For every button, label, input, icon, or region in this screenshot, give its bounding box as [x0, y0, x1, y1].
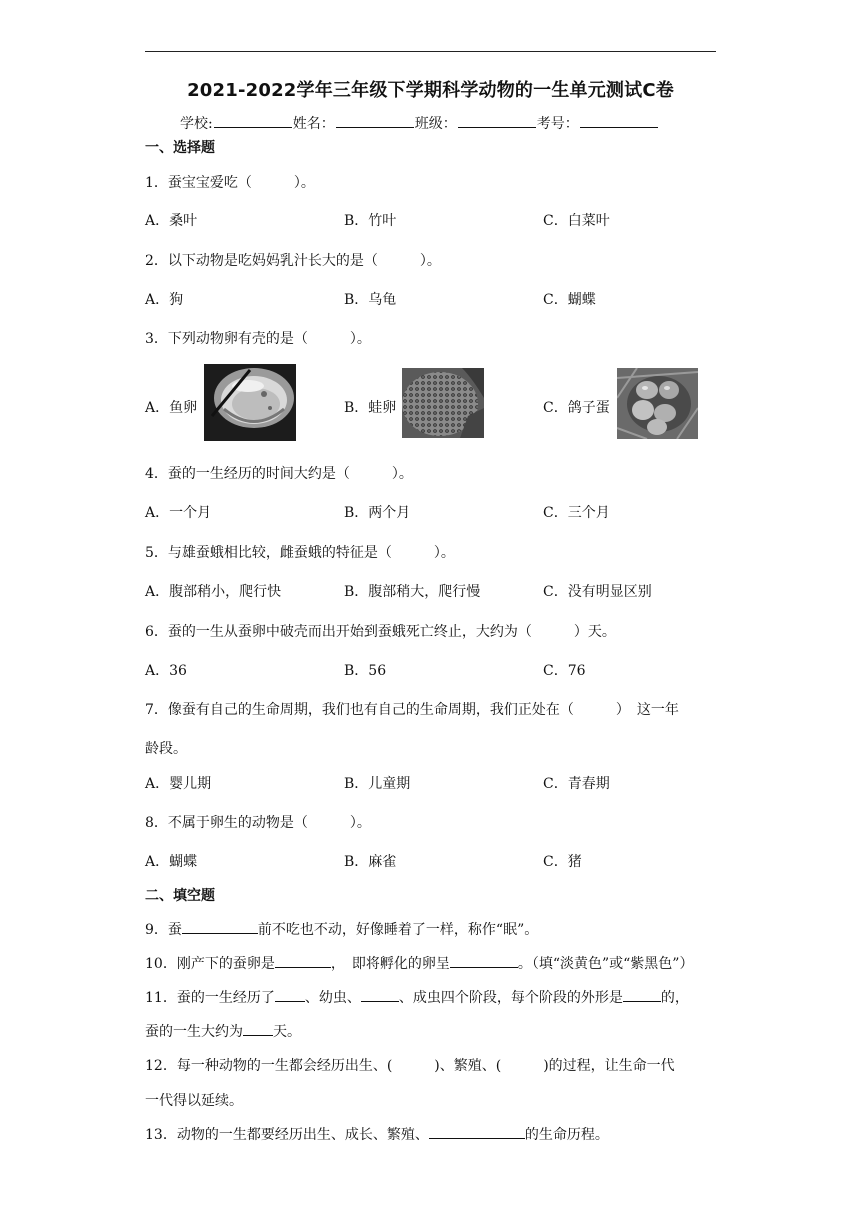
question-stem: 5．与雄蚕蛾相比较，雌蚕蛾的特征是（ ）。 [145, 545, 455, 561]
fill-question-11-continued [145, 1021, 301, 1041]
exam-no-blank[interactable] [580, 114, 658, 128]
option-b[interactable]: B．两个月 [344, 505, 411, 521]
text-segment: 的生命历程。 [524, 1127, 609, 1143]
question-stem: 8．不属于卵生的动物是（ ）。 [145, 815, 371, 831]
option-c[interactable]: C．白菜叶 [543, 213, 610, 229]
option-c[interactable]: C．没有明显区别 [543, 584, 652, 600]
answer-blank[interactable] [450, 954, 518, 968]
option-b[interactable]: B．乌龟 [344, 292, 397, 308]
option-a[interactable]: A．腹部稍小，爬行快 [145, 584, 282, 600]
fish-egg-photo [204, 364, 296, 441]
section-choice-heading: 一、选择题 [145, 140, 215, 156]
answer-blank[interactable] [243, 1022, 273, 1036]
fill-question-12: 12．每一种动物的一生都会经历出生、( )、繁殖、( )的过程，让生命一代 [145, 1058, 675, 1074]
question-stem: 1．蚕宝宝爱吃（ ）。 [145, 175, 315, 191]
text-segment: 、幼虫、 [304, 990, 361, 1006]
header-rule [145, 51, 716, 52]
option-b[interactable]: B．腹部稍大，爬行慢 [344, 584, 481, 600]
question-stem: 4．蚕的一生经历的时间大约是（ ）。 [145, 466, 413, 482]
answer-blank[interactable] [429, 1125, 525, 1139]
text-segment: 天。 [273, 1024, 301, 1040]
answer-blank[interactable] [275, 988, 305, 1002]
option-b[interactable]: B．儿童期 [344, 776, 411, 792]
question-stem: 6．蚕的一生从蚕卵中破壳而出开始到蚕蛾死亡终止，大约为（ ）天。 [145, 624, 616, 640]
option-a[interactable]: A．狗 [145, 292, 184, 308]
option-a[interactable]: A．蝴蝶 [145, 854, 198, 870]
option-a[interactable]: A．一个月 [145, 505, 212, 521]
text-segment: 的， [660, 990, 689, 1006]
exam-no-label: 考号： [536, 116, 579, 132]
option-c[interactable]: C．蝴蝶 [543, 292, 596, 308]
option-b[interactable]: B．56 [344, 663, 387, 679]
answer-blank[interactable] [361, 988, 399, 1002]
answer-blank[interactable] [275, 954, 331, 968]
option-c[interactable]: C．猪 [543, 854, 582, 870]
answer-blank[interactable] [182, 920, 258, 934]
question-stem: 2．以下动物是吃妈妈乳汁长大的是（ ）。 [145, 253, 441, 269]
text-segment: 前不吃也不动，好像睡着了一样，称作“眠”。 [257, 922, 539, 938]
option-c[interactable]: C．76 [543, 663, 586, 679]
option-b[interactable]: B．竹叶 [344, 213, 397, 229]
frog-egg-photo [402, 368, 484, 438]
section-fill-heading: 二、填空题 [145, 888, 215, 904]
school-blank[interactable] [214, 114, 292, 128]
option-c[interactable]: C．鸽子蛋 [543, 400, 610, 416]
name-blank[interactable] [336, 114, 414, 128]
question-stem: 3．下列动物卵有壳的是（ ）。 [145, 331, 371, 347]
text-segment: 9．蚕 [145, 922, 182, 938]
class-blank[interactable] [458, 114, 536, 128]
fill-question-12-continued: 一代得以延续。 [145, 1093, 243, 1109]
question-stem-continued: 龄段。 [145, 741, 187, 757]
school-label: 学校: [180, 116, 213, 132]
option-a[interactable]: A．36 [145, 663, 187, 679]
option-c[interactable]: C．青春期 [543, 776, 610, 792]
option-c[interactable]: C．三个月 [543, 505, 610, 521]
fill-question-11 [145, 987, 689, 1007]
text-segment: 、成虫四个阶段，每个阶段的外形是 [398, 990, 623, 1006]
text-segment: 10．刚产下的蚕卵是 [145, 956, 275, 972]
page-title: 2021-2022学年三年级下学期科学动物的一生单元测试C卷 [187, 80, 674, 101]
text-segment: ， 即将孵化的卵呈 [330, 956, 450, 972]
question-stem: 7．像蚕有自己的生命周期，我们也有自己的生命周期，我们正处在（ ） 这一年 [145, 702, 679, 718]
option-a[interactable]: A．婴儿期 [145, 776, 212, 792]
option-b[interactable]: B．麻雀 [344, 854, 397, 870]
pigeon-egg-photo [617, 368, 698, 439]
option-a[interactable]: A．鱼卵 [145, 400, 198, 416]
answer-blank[interactable] [623, 988, 661, 1002]
option-a[interactable]: A．桑叶 [145, 213, 198, 229]
class-label: 班级： [414, 116, 457, 132]
option-b[interactable]: B．蛙卵 [344, 400, 397, 416]
text-segment: 蚕的一生大约为 [145, 1024, 243, 1040]
fill-question-9 [145, 919, 538, 939]
fill-question-13 [145, 1124, 609, 1144]
text-segment: 13．动物的一生都要经历出生、成长、繁殖、 [145, 1127, 429, 1143]
student-info [180, 113, 659, 133]
text-segment: 11．蚕的一生经历了 [145, 990, 275, 1006]
text-segment: 。（填“淡黄色”或“紫黑色”） [517, 956, 694, 972]
fill-question-10 [145, 953, 693, 973]
name-label: 姓名： [292, 116, 335, 132]
